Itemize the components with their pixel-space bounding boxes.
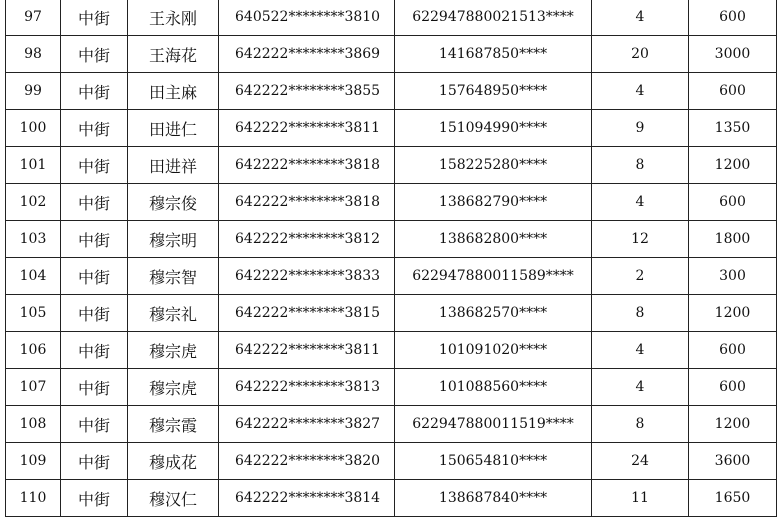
account-number-cell: 138682800****: [395, 221, 592, 258]
row-number-cell: 97: [6, 0, 61, 36]
row-number-cell: 102: [6, 184, 61, 221]
amount-cell: 1200: [689, 295, 777, 332]
person-name-cell: 田主麻: [128, 73, 219, 110]
village-cell: 中街: [61, 295, 128, 332]
count-cell: 24: [592, 443, 689, 480]
person-name-cell: 田进仁: [128, 110, 219, 147]
person-name-cell: 王海花: [128, 36, 219, 73]
table-row: [6, 480, 777, 517]
account-number-cell: 141687850****: [395, 36, 592, 73]
id-number-cell: 642222********3818: [219, 147, 395, 184]
person-name-cell: 王永刚: [128, 0, 219, 36]
count-cell: 4: [592, 184, 689, 221]
person-name-cell: 穆宗虎: [128, 369, 219, 406]
row-number-cell: 110: [6, 480, 61, 517]
row-number-cell: 100: [6, 110, 61, 147]
amount-cell: 600: [689, 332, 777, 369]
person-name-cell: 穆宗明: [128, 221, 219, 258]
amount-cell: 600: [689, 73, 777, 110]
person-name-cell: 穆宗虎: [128, 332, 219, 369]
count-cell: 8: [592, 295, 689, 332]
id-number-cell: 642222********3820: [219, 443, 395, 480]
table-body: [6, 0, 777, 517]
account-number-cell: 150654810****: [395, 443, 592, 480]
person-name-cell: 穆宗俊: [128, 184, 219, 221]
id-number-cell: 642222********3827: [219, 406, 395, 443]
id-number-cell: 642222********3855: [219, 73, 395, 110]
table-row: [6, 295, 777, 332]
table-row: [6, 221, 777, 258]
person-name-cell: 穆宗礼: [128, 295, 219, 332]
account-number-cell: 157648950****: [395, 73, 592, 110]
count-cell: 4: [592, 369, 689, 406]
row-number-cell: 101: [6, 147, 61, 184]
table-row: [6, 443, 777, 480]
amount-cell: 600: [689, 369, 777, 406]
table-row: [6, 147, 777, 184]
table-row: [6, 332, 777, 369]
table-row: [6, 184, 777, 221]
count-cell: 12: [592, 221, 689, 258]
amount-cell: 1350: [689, 110, 777, 147]
person-name-cell: 穆宗霞: [128, 406, 219, 443]
village-cell: 中街: [61, 147, 128, 184]
village-cell: 中街: [61, 0, 128, 36]
village-cell: 中街: [61, 443, 128, 480]
amount-cell: 1200: [689, 147, 777, 184]
table-row: [6, 406, 777, 443]
table-row: [6, 258, 777, 295]
account-number-cell: 138687840****: [395, 480, 592, 517]
row-number-cell: 108: [6, 406, 61, 443]
account-number-cell: 151094990****: [395, 110, 592, 147]
table-row: [6, 110, 777, 147]
row-number-cell: 107: [6, 369, 61, 406]
village-cell: 中街: [61, 258, 128, 295]
village-cell: 中街: [61, 332, 128, 369]
row-number-cell: 99: [6, 73, 61, 110]
person-name-cell: 穆汉仁: [128, 480, 219, 517]
row-number-cell: 98: [6, 36, 61, 73]
table-row: [6, 73, 777, 110]
id-number-cell: 642222********3833: [219, 258, 395, 295]
village-cell: 中街: [61, 73, 128, 110]
amount-cell: 3000: [689, 36, 777, 73]
account-number-cell: 622947880011519****: [395, 406, 592, 443]
village-cell: 中街: [61, 110, 128, 147]
id-number-cell: 642222********3814: [219, 480, 395, 517]
count-cell: 9: [592, 110, 689, 147]
account-number-cell: 158225280****: [395, 147, 592, 184]
village-cell: 中街: [61, 406, 128, 443]
count-cell: 4: [592, 0, 689, 36]
person-name-cell: 穆成花: [128, 443, 219, 480]
person-name-cell: 穆宗智: [128, 258, 219, 295]
village-cell: 中街: [61, 221, 128, 258]
account-number-cell: 622947880021513****: [395, 0, 592, 36]
row-number-cell: 104: [6, 258, 61, 295]
id-number-cell: 640522********3810: [219, 0, 395, 36]
amount-cell: 600: [689, 184, 777, 221]
village-cell: 中街: [61, 480, 128, 517]
table-row: [6, 369, 777, 406]
count-cell: 20: [592, 36, 689, 73]
id-number-cell: 642222********3818: [219, 184, 395, 221]
count-cell: 11: [592, 480, 689, 517]
count-cell: 2: [592, 258, 689, 295]
amount-cell: 1650: [689, 480, 777, 517]
amount-cell: 3600: [689, 443, 777, 480]
row-number-cell: 109: [6, 443, 61, 480]
id-number-cell: 642222********3869: [219, 36, 395, 73]
row-number-cell: 106: [6, 332, 61, 369]
count-cell: 4: [592, 332, 689, 369]
village-cell: 中街: [61, 184, 128, 221]
account-number-cell: 101088560****: [395, 369, 592, 406]
person-name-cell: 田进祥: [128, 147, 219, 184]
count-cell: 8: [592, 147, 689, 184]
village-cell: 中街: [61, 36, 128, 73]
account-number-cell: 138682570****: [395, 295, 592, 332]
id-number-cell: 642222********3813: [219, 369, 395, 406]
table-row: [6, 0, 777, 36]
count-cell: 8: [592, 406, 689, 443]
account-number-cell: 138682790****: [395, 184, 592, 221]
amount-cell: 600: [689, 0, 777, 36]
account-number-cell: 101091020****: [395, 332, 592, 369]
table-row: [6, 36, 777, 73]
id-number-cell: 642222********3815: [219, 295, 395, 332]
count-cell: 4: [592, 73, 689, 110]
id-number-cell: 642222********3811: [219, 110, 395, 147]
village-cell: 中街: [61, 369, 128, 406]
account-number-cell: 622947880011589****: [395, 258, 592, 295]
id-number-cell: 642222********3812: [219, 221, 395, 258]
amount-cell: 1200: [689, 406, 777, 443]
data-table: [5, 0, 777, 517]
id-number-cell: 642222********3811: [219, 332, 395, 369]
amount-cell: 300: [689, 258, 777, 295]
amount-cell: 1800: [689, 221, 777, 258]
row-number-cell: 103: [6, 221, 61, 258]
row-number-cell: 105: [6, 295, 61, 332]
